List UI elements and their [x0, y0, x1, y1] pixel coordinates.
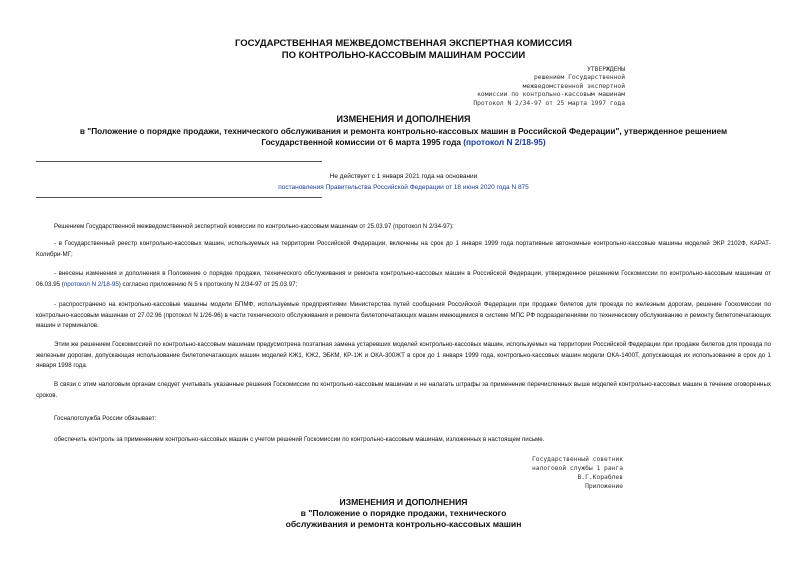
signature-line: Приложение	[585, 483, 623, 490]
appendix-subtitle-line1: в "Положение о порядке продажи, технического	[300, 508, 507, 518]
approval-stamp	[473, 66, 625, 108]
signature-line: налоговой службы 1 ранга	[532, 465, 623, 472]
paragraph-control	[36, 435, 771, 446]
approval-line: УТВЕРЖДЕНЫ	[587, 66, 625, 73]
approval-line: межведомственной экспертной	[522, 82, 625, 90]
divider-line	[36, 161, 322, 162]
status-note-link-row	[250, 183, 557, 193]
approval-line: Протокол N 2/34-97 от 25 марта 1997 года	[473, 99, 625, 107]
paragraph-obliges	[36, 414, 771, 425]
paragraph-text: обеспечить контроль за применением контрольно-кассовых машин с учетом решений Госкомиссии по контрольно-кассовым машинам, изложенных в настоящем письме.	[54, 436, 545, 443]
approval-line: комиссии по контрольно-кассовым машинам	[477, 91, 625, 99]
protocol-link[interactable]: (протокол N 2/18-95)	[463, 137, 546, 147]
document-subtitle-line2	[40, 137, 767, 148]
signature-line: Государственный советник	[532, 456, 623, 463]
paragraph-replacement	[36, 340, 771, 372]
paragraph-text: - распространено на контрольно-кассовые машины модели БПМФ, используемые предприятиями Министерства путей сообщения Российской Федерации при продаже билетов для проезда по железным дорогам, решение Госкомиссии по контрольно-кассовым машинам от 27.02.96 (протокол N 1/26-96) в части технического обслуживания и ремонта билетопечатающих машин имеющимися в системе МПС РФ подразделениями по техническому обслуживанию и ремонту билетопечатающих машин и терминалов.	[36, 301, 771, 330]
subtitle-text: Государственной комиссии от 6 марта 1995 года	[261, 137, 464, 147]
appendix-subtitle-line2: обслуживания и ремонта контрольно-кассовых машин	[285, 519, 522, 529]
document-title: ИЗМЕНЕНИЯ И ДОПОЛНЕНИЯ	[336, 114, 471, 124]
paragraph-text: - в Государственный реестр контрольно-кассовых машин, используемых на территории Российской Федерации, включены на срок до 1 января 1999 года портативные автономные контрольно-кассовые машины моделей ЭКР 2102Ф, КАРАТ-Колибри-МГ;	[36, 240, 771, 258]
paragraph-text: ) согласно приложению N 5 к протоколу N 2/34-97 от 25.03.97;	[118, 280, 298, 288]
commission-header-line1: ГОСУДАРСТВЕННАЯ МЕЖВЕДОМСТВЕННАЯ ЭКСПЕРТНАЯ КОМИССИЯ	[235, 38, 572, 49]
paragraph-amendments	[36, 269, 771, 290]
signature-block	[532, 455, 623, 491]
paragraph-text: В связи с этим налоговым органам следует учитывать указанные решения Госкомиссии по контрольно-кассовым машинам и не налагать штрафы за применение перечисленных выше моделей контрольно-кассовых машин в течение оговоренных сроков.	[36, 381, 771, 399]
approval-line: решением Государственной	[534, 74, 625, 82]
paragraph-text: - внесены изменения и дополнения в Положение о порядке продажи, технического обслуживания и ремонта контрольно-кассовых машин в Российской Федерации, утвержденное решением Госкомиссии по контрольно-кассовым машинам от 06.03.95 (	[36, 270, 771, 288]
government-decree-link[interactable]: постановления Правительства Российской Федерации от 18 июня 2020 года N 875	[278, 184, 529, 191]
protocol-link-inline[interactable]: протокол N 2/18-95	[63, 280, 119, 288]
paragraph-registry	[36, 239, 771, 260]
paragraph-decision	[36, 222, 771, 233]
paragraph-bpmf	[36, 300, 771, 332]
paragraph-text: Этим же решением Госкомиссией по контрольно-кассовым машинам предусмотрена поэтапная замена устаревших моделей контрольно-кассовых машин, используемых на территории Российской Федерации при продаже билетов для проезда по железным дорогам, допускающая использование билетопечатающих машин моделей КЖ1, КЖ2, ЭБКМ, КР-1Ж и ОКА-300ЖТ в срок до 1 января 1999 года, контрольно-кассовых машин модели ОКА-1400Т, допускающая их использование в срок до 1 января 1998 года.	[36, 341, 771, 370]
commission-header-line2: ПО КОНТРОЛЬНО-КАССОВЫМ МАШИНАМ РОССИИ	[281, 50, 526, 61]
signature-line: В.Г.Кораблев	[577, 474, 623, 481]
paragraph-tax-authorities	[36, 380, 771, 401]
paragraph-text: Госналогслужба России обязывает:	[54, 415, 157, 422]
document-subtitle-line1: в "Положение о порядке продажи, технического обслуживания и ремонта контрольно-кассовых машин в Российской Федерации", утвержденное решением	[79, 126, 728, 136]
status-note: Не действует с 1 января 2021 года на основании	[329, 173, 478, 180]
divider-line	[36, 197, 322, 198]
appendix-title: ИЗМЕНЕНИЯ И ДОПОЛНЕНИЯ	[339, 497, 468, 507]
paragraph-text: Решением Государственной межведомственной экспертной комиссии по контрольно-кассовым машинам от 25.03.97 (протокол N 2/34-97):	[54, 223, 454, 230]
